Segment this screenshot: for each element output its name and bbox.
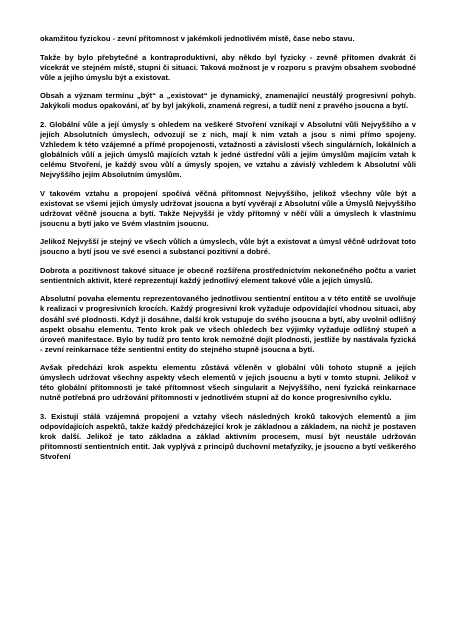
paragraph: okamžitou fyzickou - zevní přítomnost v jakémkoli jednotlivém místě, čase nebo stavu. (40, 34, 355, 43)
paragraph: 2. Globální vůle a její úmysly s ohledem na veškeré Stvoření vznikají v Absolutní vůli Nejvyššího a v jejích Absolutních úmyslech, odvozují se z nich, mají k nim vztah a jsou s nimi přímo spojeny. Vzhledem k této vzájemné a přímé propojenosti, vztažnosti a závislosti všech singulárních, lokálních a globálních vůlí a jejich úmyslů majících vztah k jedné ústřední vůli a jejím úmyslům majícím vztah k celému Stvoření, je každý svou vůlí a úmysly spojen, ve vztahu a závislý vzhledem k Absolutní vůli Nejvyššího jejím Absolutním úmyslům. (40, 119, 416, 180)
paragraph: Jelikož Nejvyšší je stejný ve všech vůlích a úmyslech, vůle být a existovat a úmysl věčně udržovat toto jsoucno a bytí jsou ve své esenci a substanci pozitivní a dobré. (40, 237, 416, 257)
paragraph: Obsah a význam termínu „být“ a „existovat“ je dynamický, znamenající neustálý progresivní pohyb. Jakýkoli modus opakování, ať by byl jakýkoli, znamená regresi, a tudíž není z pravého jsoucna a bytí. (40, 91, 416, 111)
paragraph: Absolutní povaha elementu reprezentovaného jednotlivou sentientní entitou a v této entitě se uvolňuje k realizaci v progresivních krocích. Každý progresivní krok vyžaduje odpovídající vhodnou situaci, aby dosáhl své plodnosti. Když ji dosáhne, další krok vstupuje do svého jsoucna a bytí, aby uvolnil odlišný aspekt obsahu elementu. Tento krok pak ve všech ohledech bez výjimky vyžaduje odlišný stupeň a úroveň manifestace. Bylo by tudíž pro tento krok nemožné dojít plodnosti, jestliže by nastávala fyzická - zevní reinkarnace téže sentientní entity do stejného stupně jsoucna a bytí. (40, 294, 416, 354)
paragraph: Dobrota a pozitivnost takové situace je obecně rozšířena prostřednictvím nekonečného počtu a variet sentientních aktivit, které reprezentují každý jednotlivý element takové vůle a jejích úmyslů. (40, 265, 416, 285)
paragraph: V takovém vztahu a propojení spočívá věčná přítomnost Nejvyššího, jelikož všechny vůle být a existovat se všemi jejich úmysly udržovat jsoucna a bytí vyvěrají z Absolutní vůle a Úmyslů Nejvyššího udržovat věčně jsoucna a bytí. Takže Nejvyšší je vždy přítomný v něčí vůli a úmyslech k vlastnímu jsoucnu a bytí jako ve Svém vlastním jsoucnu. (40, 188, 416, 228)
paragraph: 3. Existují stálá vzájemná propojení a vztahy všech následných kroků takových elementů a jim odpovídajících aspektů, takže každý předcházející krok je základnou a základem, na nichž je postaven krok další. Jelikož je tato základna a základ aktivním procesem, musí být neustále udržován přítomností sentientních entit. Jak vyplývá z principů duchovní metafyziky, je jsoucno a bytí veškerého Stvoření (40, 411, 416, 462)
paragraph: Avšak předcházi krok aspektu elementu zůstává včleněn v globální vůli tohoto stupně a jejích úmyslech udržovat všechny aspekty všech elementů v jejich jsoucnu a bytí v tomto stupni. Jelikož v této globální přítomnosti je také přítomnost všech singularit a Nejvyššího, není fyzická reinkarnace nutně potřebná pro udržování přítomnosti v jednotlivém stupni až do konce progresivního cyklu. (40, 363, 416, 403)
paragraph: Takže by bylo přebytečné a kontraproduktivní, aby někdo byl fyzicky - zevně přítomen dvakrát či vícekrát ve stejném místě, stupni či situaci. Taková možnost je v rozporu s pravým obsahem svobodné vůle a jejího úmyslu být a existovat. (40, 52, 416, 82)
